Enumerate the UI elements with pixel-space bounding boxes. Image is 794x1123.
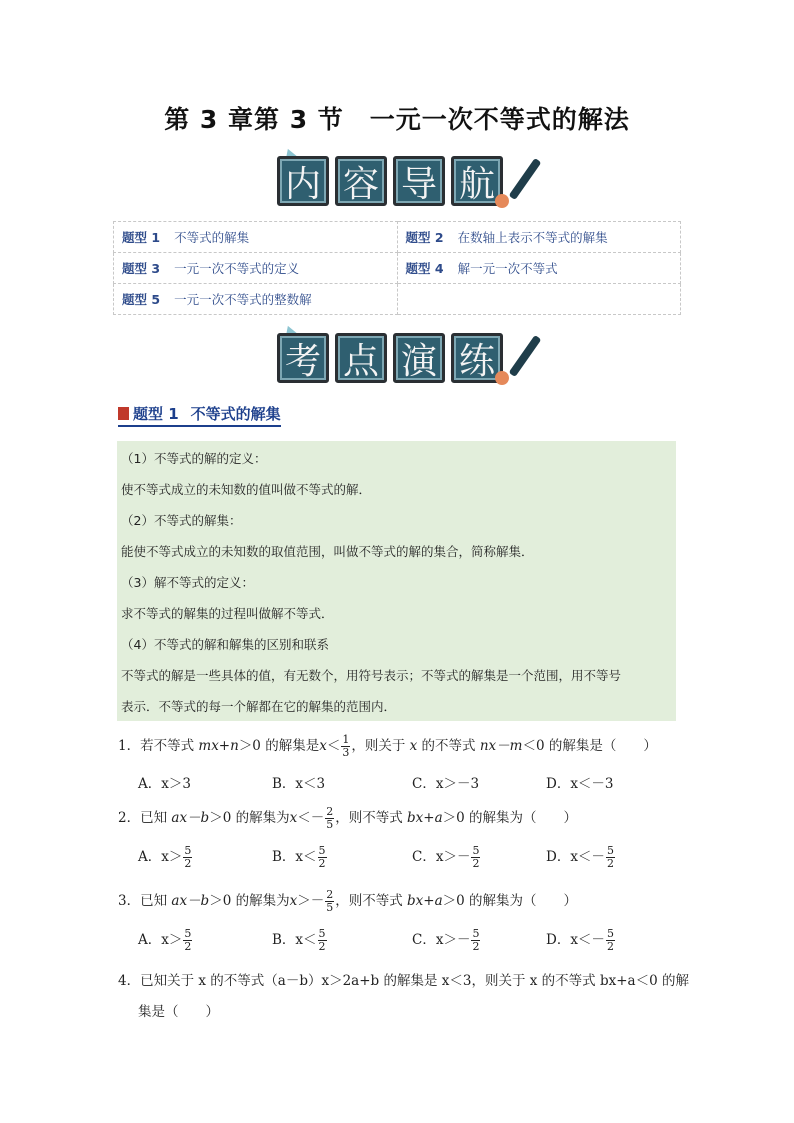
nav-banner	[273, 150, 523, 212]
banner-char: 导	[393, 156, 445, 206]
nav-item-empty	[397, 284, 681, 315]
q3-option-d[interactable]: D．x＜－ $\frac{5}{2}$	[546, 927, 614, 953]
brush-tip-icon	[495, 194, 509, 208]
question-3: 3．已知 ax－b＞0 的解集为x＞－ $\frac{2}{5}$ ，则不等式 bx+a＞0 的解集为（ ）	[118, 888, 578, 914]
question-4-line-1: 4．已知关于 x 的不等式（a－b）x＞2a+b 的解集是 x＜3，则关于 x 的不等式 bx+a＜0 的解	[118, 973, 689, 989]
knowledge-line: 能使不等式成立的未知数的取值范围，叫做不等式的解的集合，简称解集．	[121, 544, 534, 559]
q3-option-a[interactable]: A．x＞ $\frac{5}{2}$	[138, 927, 192, 953]
knowledge-line: 求不等式的解集的过程叫做解不等式．	[121, 606, 334, 621]
q1-option-d[interactable]: D．x＜－3	[546, 776, 614, 792]
q1-option-b[interactable]: B．x＜3	[272, 776, 326, 792]
brush-tip-icon	[495, 371, 509, 385]
q2-option-b[interactable]: B．x＜ $\frac{5}{2}$	[272, 844, 326, 870]
fraction: $\frac{2}{5}$	[326, 888, 334, 914]
brush-icon	[509, 158, 542, 200]
knowledge-line: （1）不等式的解的定义：	[121, 451, 267, 466]
nav-item-3[interactable]: 题型 3 一元一次不等式的定义	[114, 253, 398, 284]
banner-char: 容	[335, 156, 387, 206]
q2-option-d[interactable]: D．x＜－ $\frac{5}{2}$	[546, 844, 614, 870]
practice-banner	[273, 327, 523, 389]
section-marker-icon	[118, 407, 129, 420]
q2-option-a[interactable]: A．x＞ $\frac{5}{2}$	[138, 844, 192, 870]
section-heading: 题型 1 不等式的解集	[118, 403, 281, 427]
fraction: $\frac{1}{3}$	[342, 733, 350, 759]
question-1: 1．若不等式 mx+n＞0 的解集是x＜ $\frac{1}{3}$ ，则关于 x 的不等式 nx－m＜0 的解集是（ ）	[118, 733, 657, 759]
q3-option-b[interactable]: B．x＜ $\frac{5}{2}$	[272, 927, 326, 953]
q1-option-c[interactable]: C．x＞－3	[412, 776, 480, 792]
nav-item-2[interactable]: 题型 2 在数轴上表示不等式的解集	[397, 222, 681, 253]
knowledge-line: （2）不等式的解集：	[121, 513, 242, 528]
question-2: 2．已知 ax－b＞0 的解集为x＜－ $\frac{2}{5}$ ，则不等式 bx+a＞0 的解集为（ ）	[118, 805, 578, 831]
banner-char: 练	[451, 333, 503, 383]
banner-char: 点	[335, 333, 387, 383]
q1-option-a[interactable]: A．x＞3	[138, 776, 191, 792]
nav-item-5[interactable]: 题型 5 一元一次不等式的整数解	[114, 284, 398, 315]
banner-char: 内	[277, 156, 329, 206]
nav-table	[113, 221, 681, 315]
banner-char: 演	[393, 333, 445, 383]
q3-option-c[interactable]: C．x＞－ $\frac{5}{2}$	[412, 927, 480, 953]
knowledge-line: （4）不等式的解和解集的区别和联系	[121, 637, 329, 652]
q2-option-c[interactable]: C．x＞－ $\frac{5}{2}$	[412, 844, 480, 870]
brush-icon	[509, 335, 542, 377]
page-title: 第 3 章第 3 节 一元一次不等式的解法	[164, 105, 630, 134]
banner-char: 航	[451, 156, 503, 206]
nav-item-4[interactable]: 题型 4 解一元一次不等式	[397, 253, 681, 284]
knowledge-line: 表示．不等式的每一个解都在它的解集的范围内．	[121, 699, 397, 714]
banner-char: 考	[277, 333, 329, 383]
knowledge-box	[117, 441, 676, 721]
question-4-line-2: 集是（ ）	[138, 1004, 219, 1020]
nav-item-1[interactable]: 题型 1 不等式的解集	[114, 222, 398, 253]
knowledge-line: 使不等式成立的未知数的值叫做不等式的解．	[121, 482, 372, 497]
knowledge-line: （3）解不等式的定义：	[121, 575, 254, 590]
knowledge-line: 不等式的解是一些具体的值，有无数个，用符号表示；不等式的解集是一个范围，用不等号	[121, 668, 622, 683]
fraction: $\frac{2}{5}$	[326, 805, 334, 831]
